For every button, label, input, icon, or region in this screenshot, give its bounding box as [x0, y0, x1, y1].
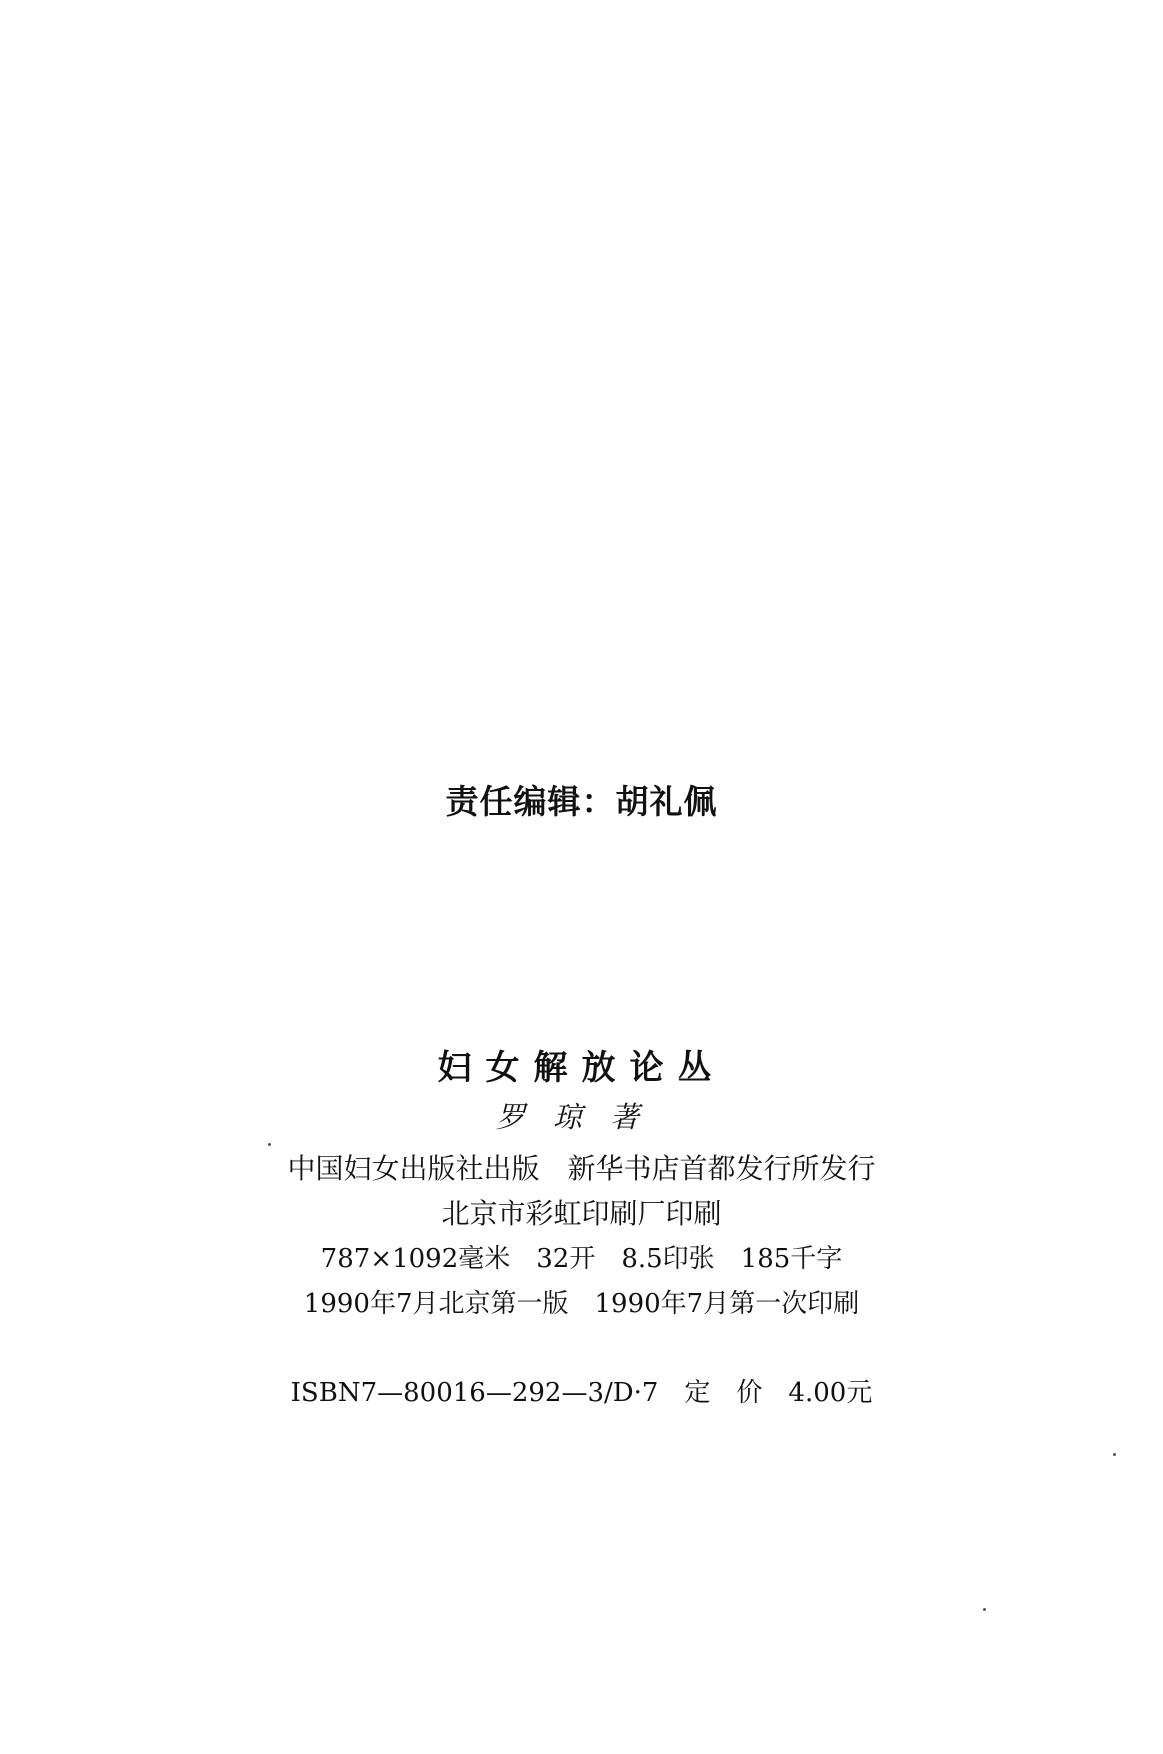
scan-speck — [268, 1143, 271, 1146]
edition-line: 1990年7月北京第一版 1990年7月第一次印刷 — [303, 1289, 860, 1319]
author-line: 罗琼著 — [495, 1100, 667, 1134]
scan-speck — [1113, 1453, 1116, 1456]
book-title: 妇女解放论丛 — [437, 1048, 726, 1088]
isbn-price-line: ISBN7—80016—292—3/D·7 定 价 4.00元 — [290, 1378, 873, 1408]
publisher-line: 中国妇女出版社出版 新华书店首都发行所发行 — [287, 1152, 876, 1185]
scan-speck — [983, 1608, 986, 1611]
printer-line: 北京市彩虹印刷厂印刷 — [441, 1197, 722, 1230]
format-line: 787×1092毫米 32开 8.5印张 185千字 — [320, 1244, 843, 1274]
responsible-editor: 责任编辑：胡礼佩 — [445, 782, 718, 821]
